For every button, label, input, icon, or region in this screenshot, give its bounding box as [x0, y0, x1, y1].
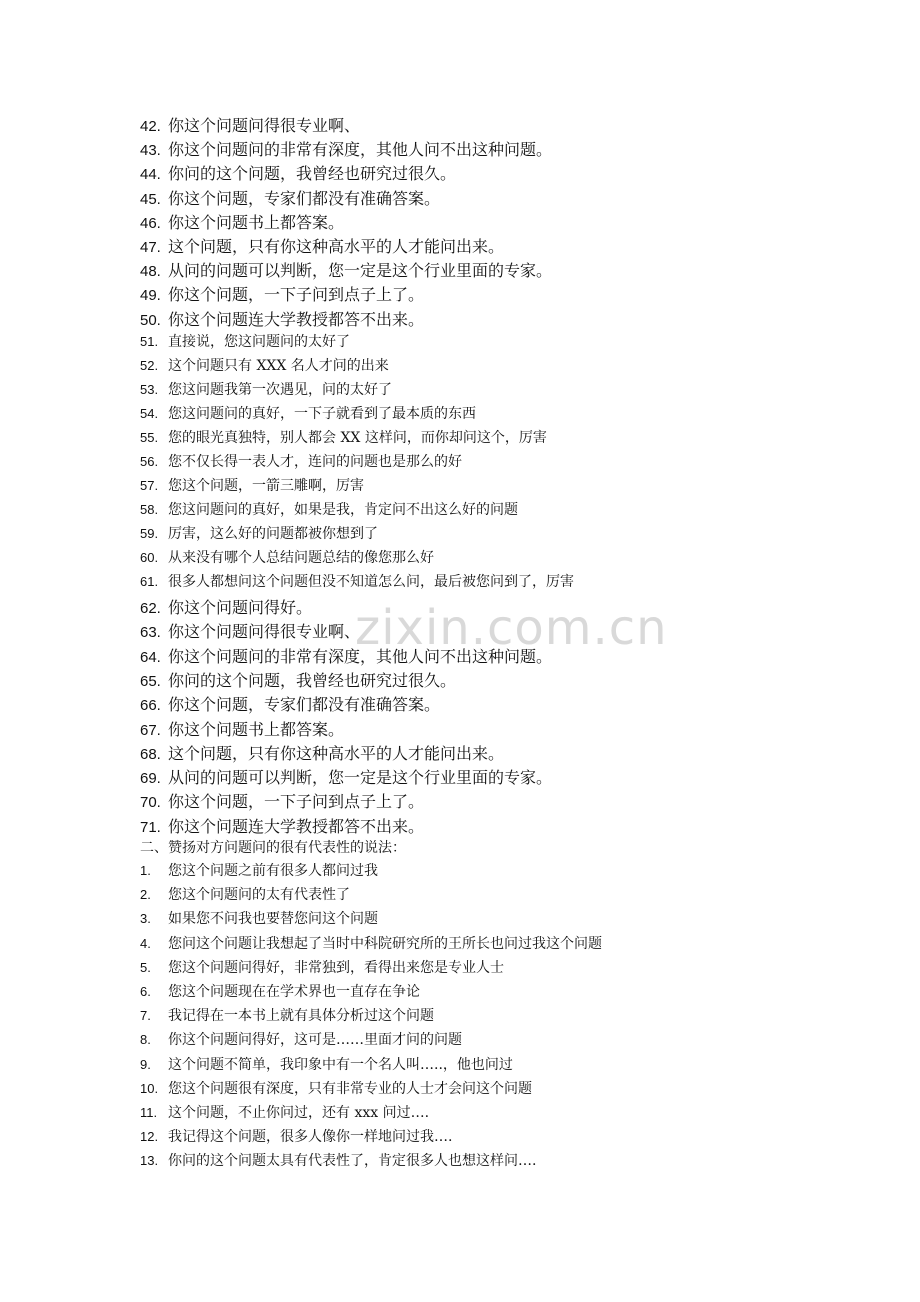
list-item	[140, 595, 312, 618]
list-item-text: 您这个问题很有深度，只有非常专业的人士才会问这个问题	[168, 1080, 532, 1097]
list-item-number: 63.	[140, 624, 161, 642]
list-item-text: 您这个问题问得好，非常独到，看得出来您是专业人士	[168, 959, 504, 976]
watermark: zixin.com.cn	[355, 600, 668, 656]
list-item-text: 你这个问题，一下子问到点子上了。	[168, 792, 425, 812]
list-item-number: 9.	[140, 1056, 151, 1072]
list-item-text: 从来没有哪个人总结问题总结的像您那么好	[168, 550, 434, 566]
list-item	[140, 186, 440, 209]
list-item	[140, 1102, 429, 1122]
list-item	[140, 137, 552, 160]
list-item-number: 42.	[140, 118, 161, 135]
list-item-text: 你这个问题书上都答案。	[168, 212, 345, 232]
list-item-number: 5.	[140, 959, 151, 975]
list-item	[140, 571, 574, 591]
list-item-text: 你这个问题，一下子问到点子上了。	[168, 285, 425, 305]
list-item-text: 您这个问题现在在学术界也一直存在争论	[168, 984, 420, 1000]
list-item-number: 56.	[140, 454, 159, 469]
list-item	[140, 765, 552, 788]
list-item-number: 47.	[140, 239, 161, 256]
list-item	[140, 258, 552, 281]
list-item-number: 49.	[140, 287, 161, 305]
list-item-text: 厉害，这么好的问题都被你想到了	[168, 526, 378, 542]
list-item	[140, 475, 364, 495]
list-item-text: 你这个问题问的非常有深度，其他人问不出这种问题。	[168, 140, 553, 160]
list-item-text: 我记得这个问题，很多人像你一样地问过我….	[168, 1129, 453, 1146]
list-item-text: 从问的问题可以判断，您一定是这个行业里面的专家。	[168, 261, 553, 281]
list-item-number: 50.	[140, 311, 161, 329]
list-item-text: 您问这个问题让我想起了当时中科院研究所的王所长也问过我这个问题	[168, 935, 602, 952]
list-item-number: 70.	[140, 794, 161, 812]
list-item-number: 43.	[140, 142, 161, 160]
list-item-text: 您这问题我第一次遇见，问的太好了	[168, 382, 392, 398]
list-item-number: 71.	[140, 818, 161, 836]
list-item-number: 67.	[140, 721, 161, 739]
list-item	[140, 908, 378, 928]
list-item-number: 66.	[140, 697, 161, 715]
list-item-text: 你这个问题书上都答案。	[168, 719, 345, 739]
list-item-text: 这个问题不简单，我印象中有一个名人叫…..，他也问过	[168, 1056, 513, 1073]
list-item-text: 您这问题问的真好，如果是我，肯定问不出这么好的问题	[168, 502, 518, 518]
list-item-number: 48.	[140, 263, 161, 281]
list-item-number: 7.	[140, 1008, 151, 1024]
list-item-number: 12.	[140, 1129, 159, 1145]
list-item	[140, 379, 392, 399]
list-item-number: 3.	[140, 911, 151, 927]
list-item	[140, 403, 476, 423]
list-item-text: 你这个问题连大学教授都答不出来。	[168, 816, 425, 836]
list-item-text: 您的眼光真独特，别人都会 XX 这样问，而你却问这个，厉害	[168, 430, 547, 446]
list-item-text: 你这个问题问得很专业啊、	[168, 116, 361, 135]
list-item	[140, 427, 547, 447]
list-item	[140, 692, 440, 715]
list-item-text: 您这个问题，一箭三雕啊，厉害	[168, 478, 364, 494]
list-item-text: 你这个问题问得很专业啊、	[168, 622, 361, 642]
list-item	[140, 814, 424, 837]
list-item-text: 你问的这个问题太具有代表性了，肯定很多人也想这样问….	[168, 1153, 537, 1170]
list-item-number: 58.	[140, 502, 159, 517]
list-item	[140, 741, 504, 764]
list-item-text: 如果您不问我也要替您问这个问题	[168, 911, 378, 928]
list-item	[140, 331, 350, 351]
list-item	[140, 210, 344, 233]
list-item	[140, 1078, 532, 1098]
list-item	[140, 1029, 462, 1049]
list-item	[140, 355, 389, 375]
list-item-text: 从问的问题可以判断，您一定是这个行业里面的专家。	[168, 768, 553, 788]
list-item-text: 你这个问题，专家们都没有准确答案。	[168, 695, 441, 715]
list-item-number: 62.	[140, 600, 161, 617]
list-item-number: 55.	[140, 430, 159, 445]
list-item	[140, 717, 344, 740]
list-item-text: 你这个问题，专家们都没有准确答案。	[168, 188, 441, 208]
list-item-number: 61.	[140, 574, 159, 589]
list-item	[140, 789, 424, 812]
list-item-text: 很多人都想问这个问题但没不知道怎么问，最后被您问到了，厉害	[168, 574, 574, 590]
list-item-number: 45.	[140, 190, 161, 208]
list-item-text: 这个问题只有 XXX 名人才问的出来	[168, 358, 389, 374]
list-item	[140, 644, 552, 667]
list-item-number: 4.	[140, 935, 151, 951]
list-item	[140, 234, 504, 257]
list-item	[140, 1005, 434, 1025]
list-item-text: 这个问题，不止你问过，还有 xxx 问过….	[168, 1105, 430, 1121]
list-item	[140, 1150, 536, 1170]
list-item	[140, 113, 360, 136]
list-item	[140, 619, 360, 642]
list-item-number: 10.	[140, 1080, 159, 1096]
list-item-number: 60.	[140, 550, 159, 565]
list-item-text: 你问的这个问题，我曾经也研究过很久。	[168, 670, 457, 690]
list-item	[140, 523, 378, 543]
list-item	[140, 1054, 513, 1074]
section-heading: 二、赞扬对方问题问的很有代表性的说法：	[140, 840, 406, 856]
list-item	[140, 1126, 452, 1146]
list-item	[140, 933, 602, 953]
list-item-text: 你这个问题问得好，这可是……里面才问的问题	[168, 1032, 462, 1049]
list-item-number: 2.	[140, 887, 151, 903]
list-item-number: 44.	[140, 166, 161, 184]
list-item-text: 你这个问题连大学教授都答不出来。	[168, 309, 425, 329]
list-item-number: 51.	[140, 334, 159, 349]
list-item-number: 68.	[140, 745, 161, 763]
list-item	[140, 499, 518, 519]
list-item	[140, 547, 434, 567]
list-item-number: 52.	[140, 358, 159, 373]
list-item-number: 65.	[140, 672, 161, 690]
list-item	[140, 161, 456, 184]
list-item-text: 您不仅长得一表人才，连问的问题也是那么的好	[168, 454, 462, 470]
list-item-number: 8.	[140, 1032, 151, 1048]
list-item	[140, 981, 420, 1001]
list-item	[140, 957, 504, 977]
list-item	[140, 451, 462, 471]
list-item-number: 53.	[140, 382, 159, 397]
list-item-text: 这个问题，只有你这种高水平的人才能问出来。	[168, 743, 505, 763]
list-item-text: 你这个问题问得好。	[168, 598, 313, 617]
list-item	[140, 307, 424, 330]
list-item-text: 这个问题，只有你这种高水平的人才能问出来。	[168, 237, 505, 256]
list-item-number: 59.	[140, 526, 159, 541]
list-item-number: 6.	[140, 984, 151, 999]
list-item-text: 您这个问题之前有很多人都问过我	[168, 863, 378, 879]
list-item-text: 直接说，您这问题问的太好了	[168, 334, 350, 350]
list-item-number: 64.	[140, 648, 161, 666]
list-item	[140, 860, 378, 880]
list-item	[140, 668, 456, 691]
list-item-text: 你问的这个问题，我曾经也研究过很久。	[168, 164, 457, 184]
list-item-number: 13.	[140, 1153, 159, 1169]
list-item	[140, 282, 424, 305]
list-item	[140, 884, 350, 904]
list-item-number: 69.	[140, 770, 161, 788]
list-item-number: 11.	[140, 1105, 158, 1120]
list-item-text: 我记得在一本书上就有具体分析过这个问题	[168, 1008, 434, 1025]
list-item-text: 您这问题问的真好，一下子就看到了最本质的东西	[168, 406, 476, 422]
list-item-number: 1.	[140, 863, 151, 878]
list-item-number: 54.	[140, 406, 159, 421]
list-item-number: 46.	[140, 214, 161, 232]
list-item-number: 57.	[140, 478, 159, 493]
list-item-text: 您这个问题问的太有代表性了	[168, 887, 350, 904]
list-item-text: 你这个问题问的非常有深度，其他人问不出这种问题。	[168, 646, 553, 666]
